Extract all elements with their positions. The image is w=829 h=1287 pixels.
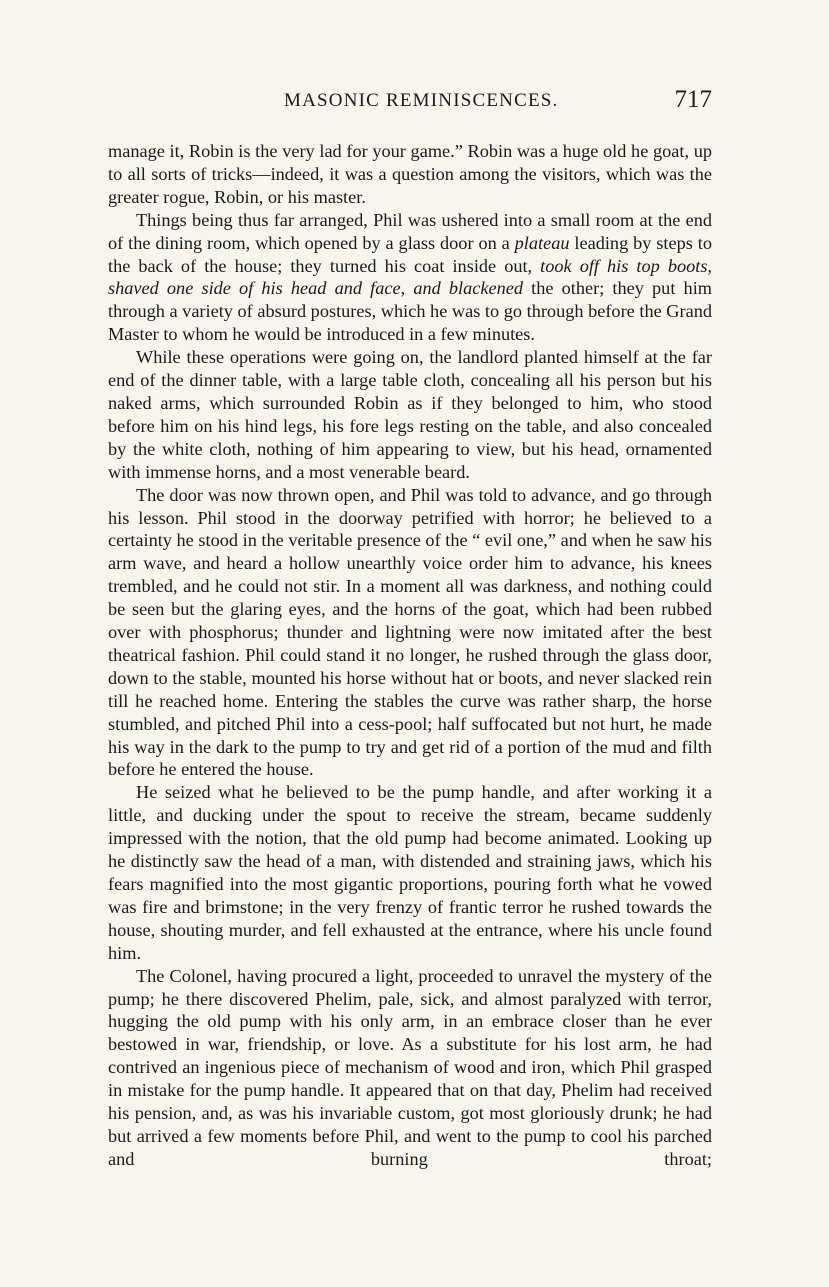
paragraph-6: The Colonel, having procured a light, proceeded to unravel the mystery of the pump; he there discovered Phelim, pale, sick, and almost paralyzed with terror, hugging the old pump with his only arm, in an embrace closer than he ever bestowed in war, friendship, or love. As a substitute for his lost arm, he had contrived an ingenious piece of mechanism of wood and iron, which Phil grasped in mistake for the pump handle. It appeared that on that day, Phelim had received his pension, and, as was his invariable custom, got most gloriously drunk; he had but arrived a few moments before Phil, and went to the pump to cool his parched and burning throat;	[108, 965, 712, 1169]
body-text	[108, 140, 712, 1171]
paragraph-2-part-1: Things being thus far arranged, Phil was ushered into a small room at the end of the dining room, which opened by a glass door on a	[108, 209, 712, 253]
paragraph-2-part-2: leading by steps to the back of the house; they turned his coat inside out,	[108, 232, 712, 276]
paragraph-5: He seized what he believed to be the pump handle, and after working it a little, and ducking under the spout to receive the stream, became suddenly impressed with the notion, that the old pump had become animated. Looking up he distinctly saw the head of a man, with distended and straining jaws, which his fears magnified into the most gigantic proportions, pouring forth what he vowed was fire and brimstone; in the very frenzy of frantic terror he rushed towards the house, shouting murder, and fell exhausted at the entrance, where his uncle found him.	[108, 782, 712, 963]
paragraph-2-italic-phrase: took off his top boots, shaved one side of his head and face, and blackened	[108, 255, 712, 299]
running-title: MASONIC REMINISCENCES.	[284, 90, 559, 111]
paragraph-1: manage it, Robin is the very lad for your game.” Robin was a huge old he goat, up to all sorts of tricks—indeed, it was a question among the visitors, which was the greater rogue, Robin, or his master.	[108, 141, 712, 207]
page-header	[108, 86, 712, 116]
paragraph-2	[108, 209, 712, 346]
paragraph-4: The door was now thrown open, and Phil was told to advance, and go through his lesson. Phil stood in the doorway petrified with horror; he believed to a certainty he stood in the veritable presence of the “ evil one,” and when he saw his arm wave, and heard a hollow unearthly voice order him to advance, his knees trembled, and he could not stir. In a moment all was darkness, and nothing could be seen but the glaring eyes, and the horns of the goat, which had been rubbed over with phosphorus; thunder and lightning were now imitated after the best theatrical fashion. Phil could stand it no longer, he rushed through the glass door, down to the stable, mounted his horse without hat or boots, and never slacked rein till he reached home. Entering the stables the curve was rather sharp, the horse stumbled, and pitched Phil into a cess-pool; half suffocated but not hurt, he made his way in the dark to the pump to try and get rid of a portion of the mud and filth before he entered the house.	[108, 484, 712, 780]
paragraph-2-italic-plateau: plateau	[514, 232, 570, 253]
page-number: 717	[674, 86, 712, 113]
paragraph-2-part-3: the other; they put him through a variety of absurd postures, which he was to go through before the Grand Master to whom he would be introduced in a few minutes.	[108, 278, 712, 345]
paragraph-3: While these operations were going on, the landlord planted himself at the far end of the dinner table, with a large table cloth, concealing all his person but his naked arms, which surrounded Robin as if they belonged to him, who stood before him on his hind legs, his fore legs resting on the table, and also concealed by the white cloth, nothing of him appearing to view, but his head, ornamented with immense horns, and a most venerable beard.	[108, 347, 712, 482]
